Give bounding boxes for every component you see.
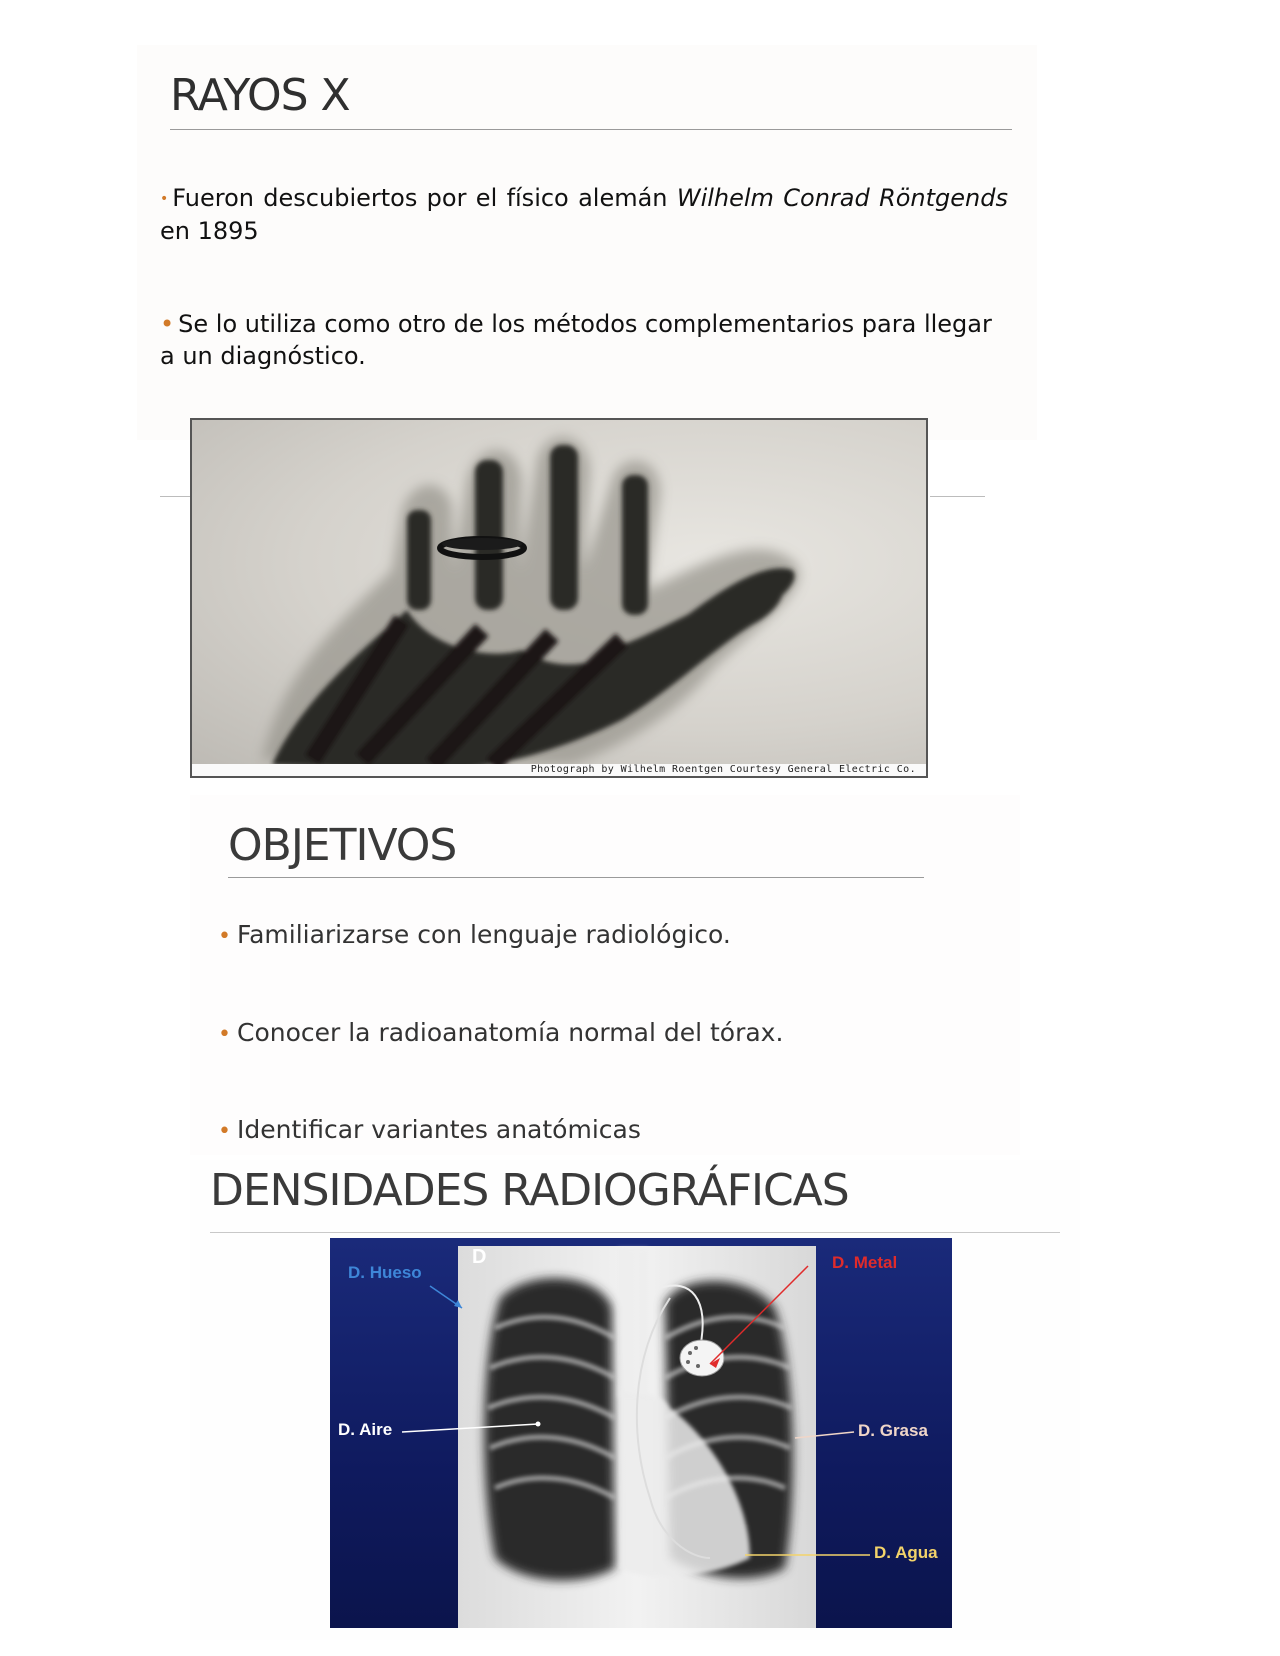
bullet-discovery [160,182,1008,247]
slide-title-objetivos: OBJETIVOS [228,820,457,871]
title-underline [170,129,1012,130]
objective-text: Identificar variantes anatómicas [236,1115,641,1144]
bullet-dot: • [218,1022,231,1047]
bullet-dot: • [160,310,175,338]
bullet-discovery-text: Fueron descubiertos por el físico alemán [172,184,677,212]
divider-left [160,496,190,497]
label-agua: D. Agua [874,1543,938,1562]
objective-item [218,920,731,949]
bullet-dot: • [218,1119,231,1144]
chest-xray-image [330,1238,952,1628]
label-metal: D. Metal [832,1253,898,1272]
title-underline [210,1232,1060,1233]
slide-title-rayos-x: RAYOS X [170,70,350,121]
bullet-dot: • [218,924,231,949]
divider-right [930,496,985,497]
slide-title-densidades: DENSIDADES RADIOGRÁFICAS [210,1165,849,1216]
objective-item [218,1018,783,1047]
label-grasa: D. Grasa [858,1421,928,1440]
bullet-usage [160,308,1008,372]
label-hueso: D. Hueso [348,1263,422,1282]
label-aire: D. Aire [338,1420,393,1439]
objective-text: Familiarizarse con lenguaje radiológico. [236,920,731,949]
bullet-discovery-year: en 1895 [160,217,259,245]
title-underline [228,877,924,878]
objective-item [218,1115,641,1144]
hand-xray-image [190,418,928,778]
bullet-dot: • [160,191,169,207]
objective-text: Conocer la radioanatomía normal del tórax. [236,1018,784,1047]
bullet-usage-text: Se lo utiliza como otro de los métodos complementarios para llegar a un diagnóstico. [160,310,992,370]
side-marker-label: D [472,1246,487,1268]
scientist-name: Wilhelm Conrad Röntgends [676,184,1008,212]
photo-credit: Photograph by Wilhelm Roentgen Courtesy General Electric Co. [530,764,916,775]
hand-xray-drawing [192,420,928,778]
